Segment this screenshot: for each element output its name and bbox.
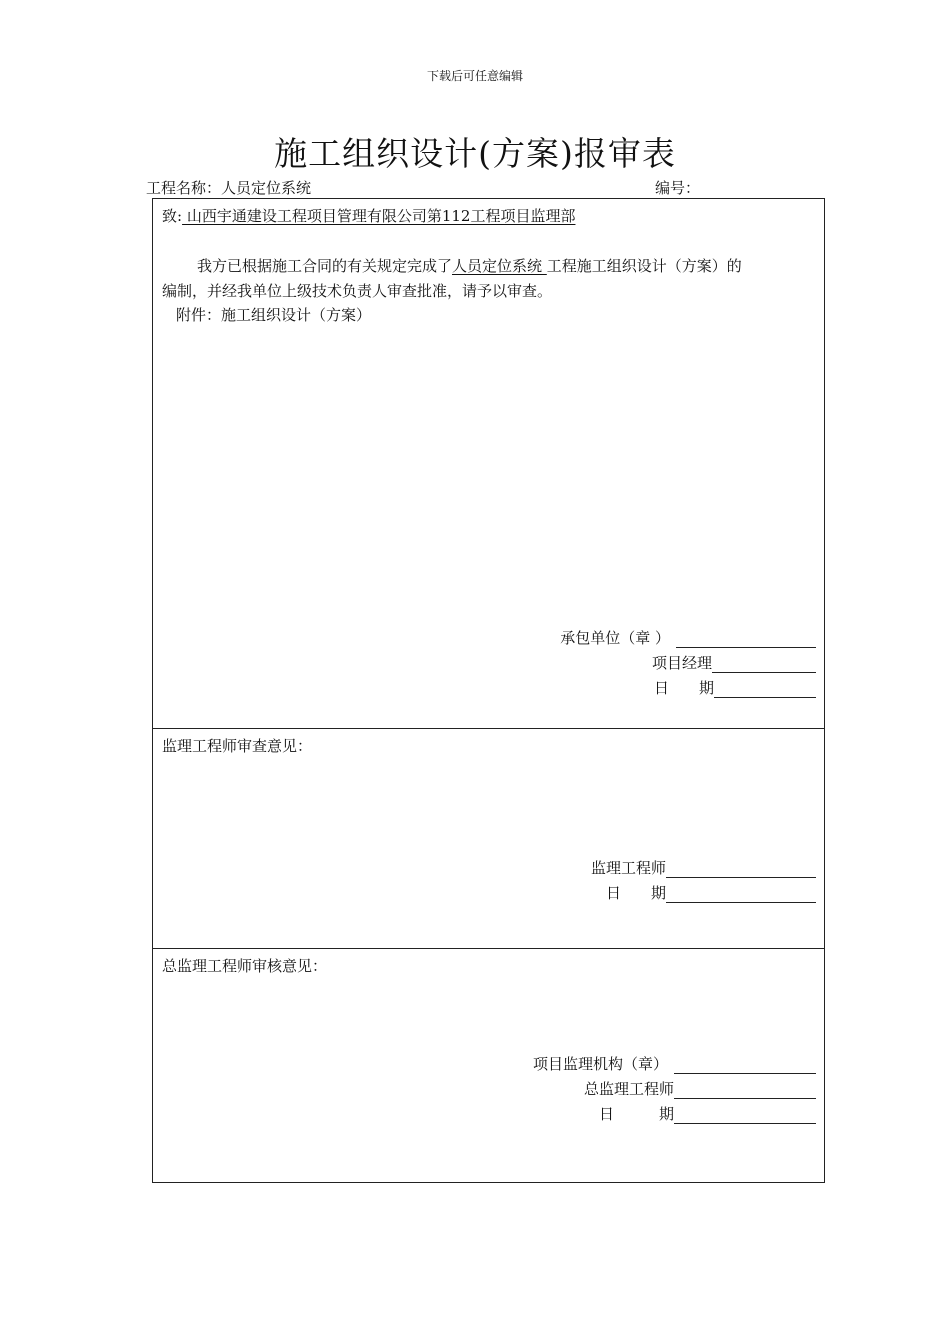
- chief-review-heading: 总监理工程师审核意见：: [162, 957, 328, 975]
- attachment-line: 附件：施工组织设计（方案）: [176, 306, 372, 324]
- contractor-date-line: [714, 683, 816, 698]
- project-name-field: [146, 177, 311, 198]
- chief-engineer-label: 总监理工程师: [583, 1080, 674, 1098]
- contractor-date-signature: [654, 677, 816, 698]
- project-manager-signature: [652, 652, 816, 673]
- contractor-date-label: 日 期: [653, 679, 714, 697]
- statement-line-2: 编制，并经我单位上级技术负责人审查批准，请予以审查。: [162, 282, 553, 300]
- chief-date-signature: [599, 1103, 816, 1124]
- addressee-org: 山西宇通建设工程项目管理有限公司第112工程项目监理部: [182, 207, 576, 225]
- engineer-line: [666, 863, 816, 878]
- project-manager-label: 项目经理: [651, 654, 712, 672]
- contractor-unit-signature: [560, 627, 816, 648]
- divider-engineer: [153, 728, 824, 729]
- statement-project: 人员定位系统: [452, 257, 547, 275]
- engineer-date-label: 日 期: [605, 884, 666, 902]
- engineer-signature: [591, 857, 816, 878]
- contractor-unit-label: 承包单位（章 ）: [560, 629, 670, 647]
- form-title: 施工组织设计(方案)报审表: [274, 134, 676, 173]
- chief-date-line: [674, 1109, 816, 1124]
- chief-engineer-line: [674, 1084, 816, 1099]
- engineer-review-heading: 监理工程师审查意见：: [162, 737, 313, 755]
- form-table: [152, 198, 825, 1183]
- statement-text-2: 工程施工组织设计（方案）的: [546, 257, 742, 275]
- engineer-label: 监理工程师: [590, 859, 666, 877]
- header-note: 下载后可任意编辑: [426, 69, 523, 83]
- supervision-org-signature: [533, 1053, 816, 1074]
- supervision-org-line: [674, 1059, 816, 1074]
- divider-chief: [153, 948, 824, 949]
- supervision-org-label: 项目监理机构（章）: [532, 1055, 668, 1073]
- number-label: 编号：: [655, 179, 701, 197]
- project-label: 工程名称：: [146, 179, 222, 197]
- project-name-value: 人员定位系统: [221, 179, 312, 197]
- contractor-unit-line: [676, 633, 816, 648]
- addressee-line: [162, 205, 575, 226]
- statement-line-1: [197, 255, 742, 276]
- to-label: 致:: [162, 207, 183, 225]
- chief-engineer-signature: [584, 1078, 816, 1099]
- chief-date-label: 日 期: [598, 1105, 674, 1123]
- statement-text: 我方已根据施工合同的有关规定完成了: [197, 257, 453, 275]
- engineer-date-signature: [606, 882, 816, 903]
- engineer-date-line: [666, 888, 816, 903]
- project-manager-line: [712, 658, 816, 673]
